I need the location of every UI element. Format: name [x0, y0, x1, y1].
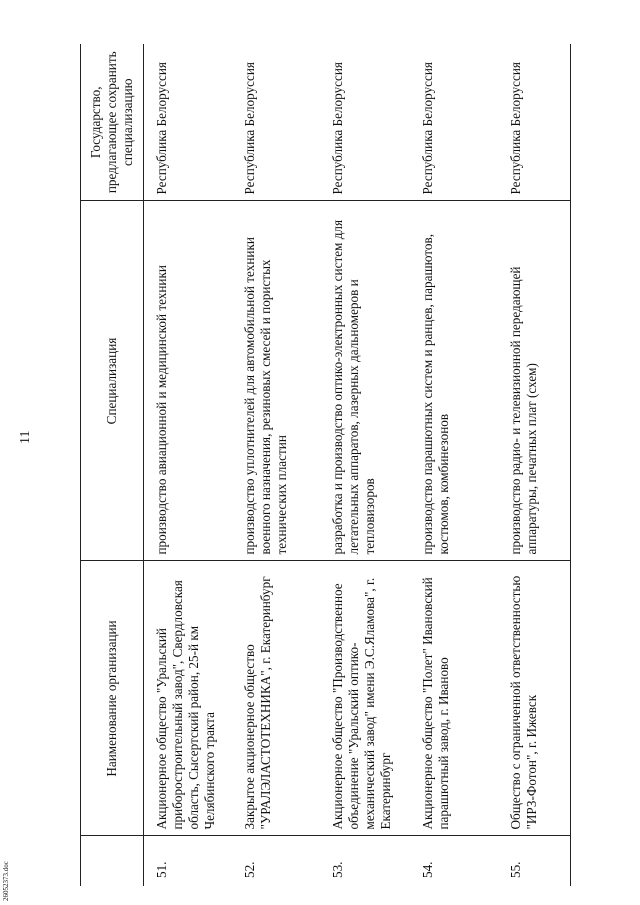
- row-specialization: производство парашютных систем и ранцев, парашютов, костюмов, комбинезонов: [410, 201, 498, 561]
- row-specialization: производство радио- и телевизионной передающей аппаратуры, печатных плат (схем): [498, 201, 571, 561]
- footer-file-name: 26052373.doc: [2, 861, 10, 901]
- header-num: [81, 836, 144, 886]
- table-row: [320, 44, 410, 886]
- table-row: [498, 44, 571, 886]
- row-num: 53.: [330, 861, 345, 878]
- row-state: Республика Белоруссия: [498, 44, 571, 201]
- header-organization: Наименование организации: [81, 561, 144, 836]
- row-state: Республика Белоруссия: [144, 44, 233, 201]
- table-row: [144, 44, 233, 886]
- row-organization: Акционерное общество "Производственное объединение "Уральский оптико-механический завод" имени Э.С.Яламова", г. Екатеринбург: [320, 561, 410, 836]
- row-state: Республика Белоруссия: [320, 44, 410, 201]
- row-num: 52.: [242, 861, 257, 878]
- row-organization: Акционерное общество "Уральский приборостроительный завод", Свердловская область, Сысертский район, 25-й км Челябинского тракта: [144, 561, 233, 836]
- header-specialization: Специализация: [81, 201, 144, 561]
- row-organization: Акционерное общество "Полет" Ивановский парашютный завод, г. Иваново: [410, 561, 498, 836]
- row-state: Республика Белоруссия: [232, 44, 320, 201]
- row-specialization: производство авиационной и медицинской техники: [144, 201, 233, 561]
- page-number: 11: [18, 430, 33, 444]
- row-specialization: производство уплотнителей для автомобильной техники военного назначения, резиновых смесей и пористых технических пластин: [232, 201, 320, 561]
- row-organization: Общество с ограниченной ответственностью "ИРЗ-Фотон", г. Ижевск: [498, 561, 571, 836]
- header-state: Государство, предлагающее сохранить специализацию: [81, 44, 144, 201]
- row-organization: Закрытое акционерное общество "УРАЛЭЛАСТОТЕХНИКА", г. Екатеринбург: [232, 561, 320, 836]
- row-state: Республика Белоруссия: [410, 44, 498, 201]
- table-row: [232, 44, 320, 886]
- organizations-table: [80, 44, 571, 886]
- rotated-table-sheet: [80, 44, 596, 886]
- row-num: 51.: [154, 861, 169, 878]
- row-num: 54.: [420, 861, 435, 878]
- row-specialization: разработка и производство оптико-электронных систем для летательных аппаратов, лазерных дальномеров и тепловизоров: [320, 201, 410, 561]
- table-row: [410, 44, 498, 886]
- table-header-row: [81, 44, 144, 886]
- row-num: 55.: [498, 836, 571, 886]
